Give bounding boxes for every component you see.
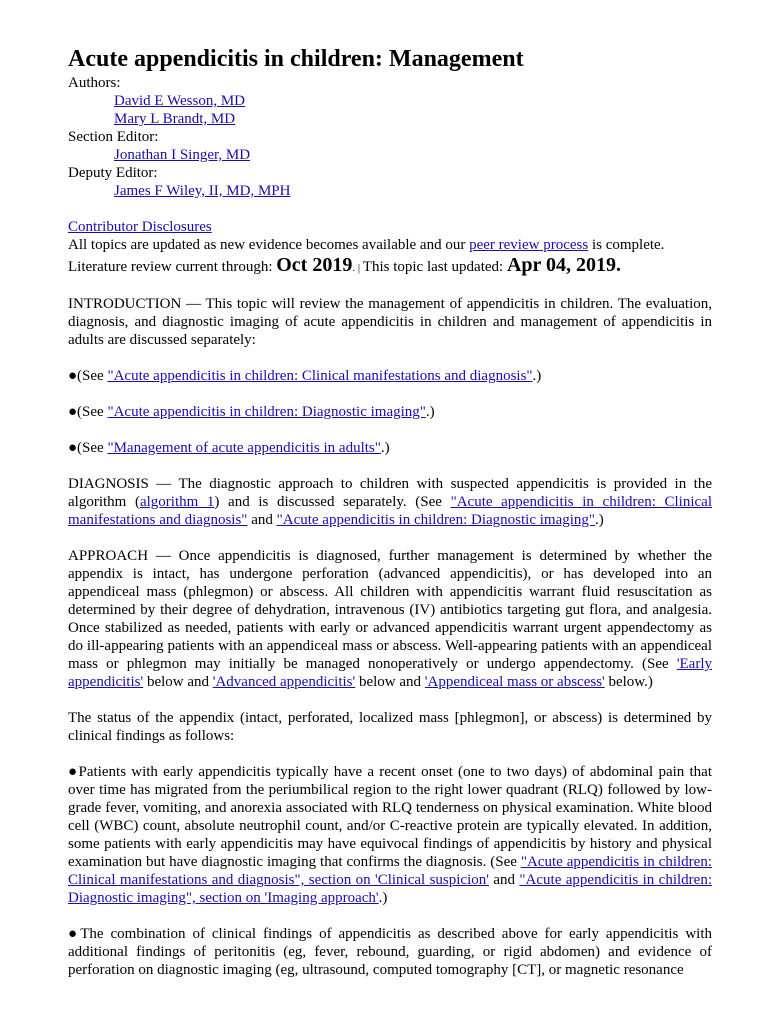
appendiceal-mass-link[interactable]: 'Appendiceal mass or abscess' — [424, 674, 605, 690]
section-editor-link[interactable]: Jonathan I Singer, MD — [114, 147, 251, 163]
section-editor-label: Section Editor: — [68, 129, 159, 145]
algorithm-link[interactable]: algorithm 1 — [139, 494, 215, 510]
advanced-appendicitis-link[interactable]: 'Advanced appendicitis' — [212, 674, 356, 690]
clinical-manifestations-link[interactable]: "Acute appendicitis in children: Clinical manifestations and diagnosis" — [107, 368, 533, 384]
deputy-editor-link[interactable]: James F Wiley, II, MD, MPH — [114, 183, 291, 199]
literature-review-date: Oct 2019 — [276, 254, 353, 276]
see-also-item: ●(See "Management of acute appendicitis in adults".) — [68, 440, 390, 456]
authors-label: Authors: — [68, 75, 121, 91]
imaging-approach-link[interactable]: "Acute appendicitis in children: Diagnostic imaging", section on 'Imaging approach' — [68, 872, 712, 906]
page-title: Acute appendicitis in children: Management — [68, 46, 524, 72]
clinical-suspicion-link[interactable]: "Acute appendicitis in children: Clinical manifestations and diagnosis", section on 'Clinical suspicion' — [68, 854, 712, 888]
article-metadata — [68, 74, 712, 200]
adult-management-link[interactable]: "Management of acute appendicitis in adults" — [107, 440, 381, 456]
early-appendicitis-link[interactable]: 'Early appendicitis' — [68, 656, 712, 690]
author-link-brandt[interactable]: Mary L Brandt, MD — [114, 111, 236, 127]
diagnostic-imaging-link[interactable]: "Acute appendicitis in children: Diagnostic imaging" — [107, 404, 426, 420]
article — [68, 44, 712, 979]
introduction-paragraph: INTRODUCTION — This topic will review the management of appendicitis in children. The evaluation, diagnosis, and diagnostic imaging of acute appendicitis in children and management of appendicitis in adults are discussed separately: — [68, 296, 712, 348]
update-notice: All topics are updated as new evidence becomes available and our peer review process is complete. — [68, 237, 665, 253]
contributor-disclosures-link[interactable]: Contributor Disclosures — [68, 219, 212, 235]
see-also-item: ●(See "Acute appendicitis in children: Clinical manifestations and diagnosis".) — [68, 368, 542, 384]
see-also-item: ●(See "Acute appendicitis in children: Diagnostic imaging".) — [68, 404, 435, 420]
author-link-wesson[interactable]: David E Wesson, MD — [114, 93, 246, 109]
status-paragraph: The status of the appendix (intact, perforated, localized mass [phlegmon], or abscess) is determined by clinical findings as follows: — [68, 710, 712, 744]
peer-review-link[interactable]: peer review process — [469, 237, 589, 253]
approach-paragraph: APPROACH — Once appendicitis is diagnosed, further management is determined by whether the appendix is intact, has undergone perforation (advanced appendicitis), or has developed into an appendiceal mass (phlegmon) or abscess. All children with appendicitis warrant fluid resuscitation as determined by their degree of dehydration, intravenous (IV) antibiotics targeting gut flora, and analgesia. Once stabilized as needed, patients with early or advanced appendicitis warrant urgent appendectomy as do ill-appearing patients with an appendiceal mass or abscess. Well-appearing patients with an appendiceal mass or phlegmon may initially be managed nonoperatively or undergo appendectomy. (See 'Early appendicitis' below and 'Advanced appendicitis' below and 'Appendiceal mass or abscess' below.) — [68, 548, 712, 690]
last-updated-date: Apr 04, 2019. — [506, 254, 622, 276]
diagnosis-paragraph: DIAGNOSIS — The diagnostic approach to children with suspected appendicitis is provided in the algorithm (algorithm 1) and is discussed separately. (See "Acute appendicitis in children: Clinical manifestations and diagnosis" and "Acute appendicitis in children: Diagnostic imaging".) — [68, 476, 712, 528]
deputy-editor-label: Deputy Editor: — [68, 165, 158, 181]
peritonitis-bullet: ●The combination of clinical findings of appendicitis as described above for early appendicitis with additional findings of peritonitis (eg, fever, rebound, guarding, or rigid abdomen) and evidence of perforation on diagnostic imaging (eg, ultrasound, computed tomography [CT], or magnetic resonance — [68, 926, 712, 978]
review-dates: Literature review current through: Oct 2019. | This topic last updated: Apr 04, 2019. — [68, 254, 622, 276]
clinical-manifestations-link[interactable]: "Acute appendicitis in children: Clinical manifestations and diagnosis" — [68, 494, 712, 528]
early-appendicitis-bullet: ●Patients with early appendicitis typically have a recent onset (one to two days) of abdominal pain that over time has migrated from the periumbilical region to the right lower quadrant (RLQ) followed by low-grade fever, vomiting, and anorexia associated with RLQ tenderness on physical examination. White blood cell (WBC) count, absolute neutrophil count, and/or C-reactive protein are typically elevated. In addition, some patients with early appendicitis may have equivocal findings of appendicitis by history and physical examination but have diagnostic imaging that confirms the diagnosis. (See "Acute appendicitis in children: Clinical manifestations and diagnosis", section on 'Clinical suspicion' and "Acute appendicitis in children: Diagnostic imaging", section on 'Imaging approach'.) — [68, 764, 712, 906]
diagnostic-imaging-link[interactable]: "Acute appendicitis in children: Diagnostic imaging" — [276, 512, 596, 528]
